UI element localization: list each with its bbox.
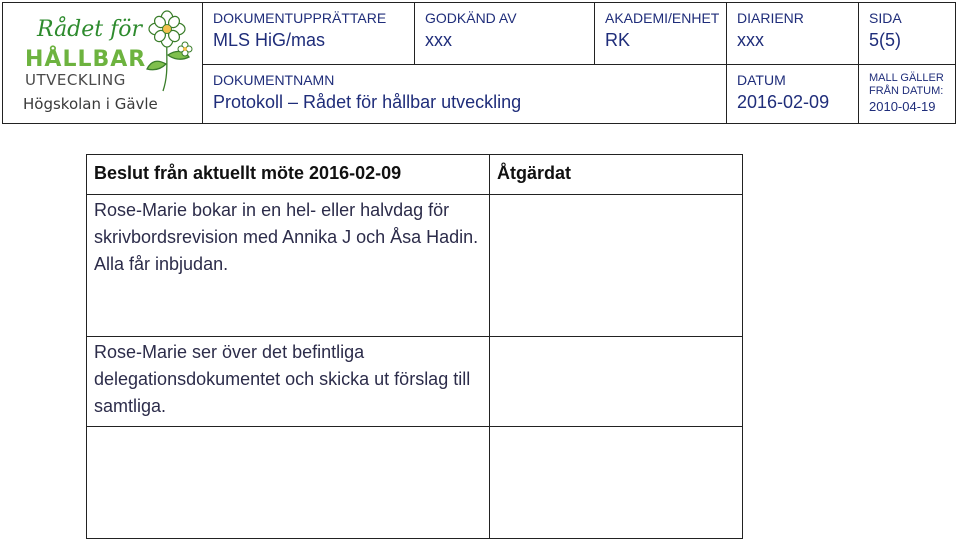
logo-script-text: Rådet för (37, 17, 143, 42)
column-header-beslut: Beslut från aktuellt möte 2016-02-09 (87, 155, 490, 195)
dokumentupprattare-label: DOKUMENTUPPRÄTTARE (213, 10, 387, 26)
table-row (87, 195, 743, 337)
logo-institution: Högskolan i Gävle (23, 95, 158, 113)
dokumentupprattare-cell (203, 3, 415, 65)
mall-galler-label-2: FRÅN DATUM: (869, 85, 944, 97)
mall-galler-value: 2010-04-19 (869, 99, 936, 114)
logo-sub-text: UTVECKLING (25, 71, 126, 89)
logo-bold-text: HÅLLBAR (25, 47, 147, 72)
datum-cell (727, 65, 859, 123)
akademi-enhet-cell (595, 3, 727, 65)
beslut-cell: Rose-Marie ser över det befintliga delegationsdokumentet och skicka ut förslag till samtliga. (87, 337, 490, 427)
sida-label: SIDA (869, 10, 902, 26)
akademi-enhet-label: AKADEMI/ENHET (605, 10, 720, 26)
beslut-cell (87, 427, 490, 539)
diarienr-label: DIARIENR (737, 10, 804, 26)
atgardat-cell (490, 195, 743, 337)
akademi-enhet-value: RK (605, 30, 631, 50)
godkand-av-label: GODKÄND AV (425, 10, 517, 26)
diarienr-cell (727, 3, 859, 65)
table-header-row (87, 155, 743, 195)
table-row (87, 427, 743, 539)
decision-table (86, 154, 743, 539)
atgardat-cell (490, 427, 743, 539)
datum-value: 2016-02-09 (737, 92, 830, 112)
atgardat-cell (490, 337, 743, 427)
logo (3, 3, 203, 123)
sida-cell (859, 3, 955, 65)
dokumentnamn-value: Protokoll – Rådet för hållbar utveckling (213, 92, 522, 112)
mall-galler-label-1: MALL GÄLLER (869, 72, 944, 84)
document-header (2, 2, 956, 124)
table-row (87, 337, 743, 427)
column-header-atgardat: Åtgärdat (490, 155, 743, 195)
sida-value: 5(5) (869, 30, 902, 50)
flower-icon (139, 9, 195, 93)
godkand-av-value: xxx (425, 30, 452, 50)
godkand-av-cell (415, 3, 595, 65)
diarienr-value: xxx (737, 30, 764, 50)
dokumentnamn-label: DOKUMENTNAMN (213, 72, 335, 88)
dokumentnamn-cell (203, 65, 727, 123)
mall-galler-cell (859, 65, 955, 123)
datum-label: DATUM (737, 72, 786, 88)
beslut-cell: Rose-Marie bokar in en hel- eller halvdag för skrivbordsrevision med Annika J och Åsa Hadin. Alla får inbjudan. (87, 195, 490, 337)
dokumentupprattare-value: MLS HiG/mas (213, 30, 326, 50)
